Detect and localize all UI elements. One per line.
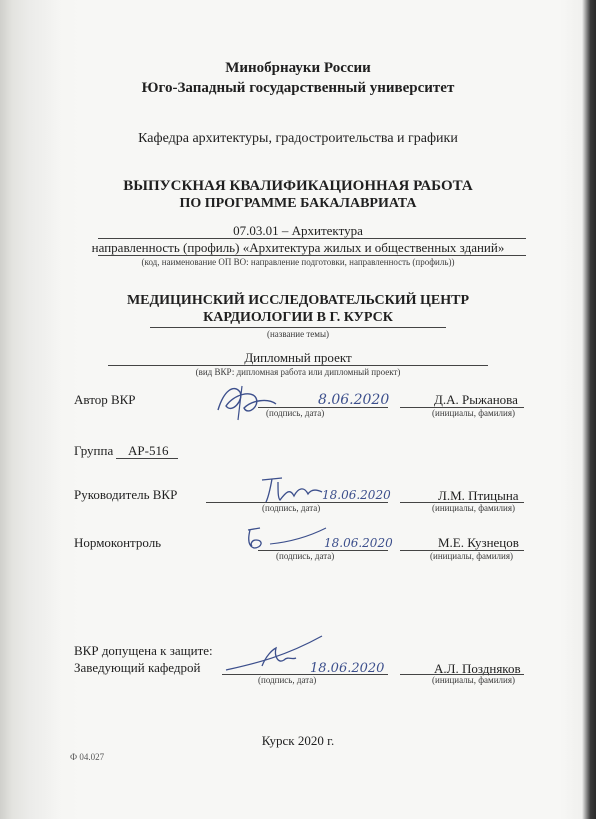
normcontrol-name-caption: (инициалы, фамилия) (430, 551, 513, 561)
supervisor-date: 18.06.2020 (322, 488, 391, 502)
profile-underline (98, 255, 526, 256)
author-name: Д.А. Рыжанова (434, 392, 518, 407)
supervisor-name: Л.М. Птицына (438, 488, 519, 503)
normcontrol-date: 18.06.2020 (324, 536, 393, 550)
author-date: 8.06.2020 (318, 392, 390, 408)
work-type: Дипломный проект (244, 350, 352, 365)
department-head-date: 18.06.2020 (310, 661, 385, 676)
supervisor-sign-caption: (подпись, дата) (262, 503, 321, 513)
normcontrol-label: Нормоконтроль (74, 535, 162, 550)
supervisor-label: Руководитель ВКР (74, 487, 178, 502)
admission-label: ВКР допущена к защите: (74, 643, 213, 658)
topic-underline (150, 327, 446, 328)
group-underline (116, 458, 178, 459)
department: Кафедра архитектуры, градостроительства и графики (138, 131, 458, 146)
ministry: Минобрнауки России (225, 60, 371, 76)
author-label: Автор ВКР (74, 392, 136, 407)
work-type-caption: (вид ВКР: дипломная работа или дипломный проект) (195, 367, 401, 377)
department-head-sign-caption: (подпись, дата) (258, 675, 317, 685)
supervisor-name-caption: (инициалы, фамилия) (432, 503, 515, 513)
normcontrol-sign-caption: (подпись, дата) (276, 551, 335, 561)
work-type-underline (108, 365, 488, 366)
author-sign-caption: (подпись, дата) (266, 408, 325, 418)
program-profile: направленность (профиль) «Архитектура жилых и общественных зданий» (91, 240, 505, 255)
city-year: Курск 2020 г. (261, 733, 335, 748)
department-head-label: Заведующий кафедрой (74, 660, 201, 675)
page-edge (582, 0, 596, 819)
topic-line2: КАРДИОЛОГИИ В Г. КУРСК (203, 310, 393, 325)
title-line2: ПО ПРОГРАММЕ БАКАЛАВРИАТА (179, 196, 417, 211)
binding-shadow (0, 0, 58, 819)
topic-caption: (название темы) (266, 329, 330, 339)
author-name-caption: (инициалы, фамилия) (432, 408, 515, 418)
department-head-name: А.Л. Поздняков (434, 661, 521, 676)
topic-line1: МЕДИЦИНСКИЙ ИССЛЕДОВАТЕЛЬСКИЙ ЦЕНТР (126, 293, 470, 308)
normcontrol-name: М.Е. Кузнецов (438, 535, 519, 550)
program-code: 07.03.01 – Архитектура (233, 223, 363, 238)
group-value: АР-516 (128, 443, 169, 458)
department-head-name-caption: (инициалы, фамилия) (432, 675, 515, 685)
university: Юго-Западный государственный университет (141, 80, 455, 96)
program-caption: (код, наименование ОП ВО: направление подготовки, направленность (профиль)) (141, 257, 455, 267)
form-code: Ф 04.027 (70, 752, 105, 762)
title-line1: ВЫПУСКНАЯ КВАЛИФИКАЦИОННАЯ РАБОТА (123, 178, 473, 194)
group-label: Группа (74, 443, 114, 458)
